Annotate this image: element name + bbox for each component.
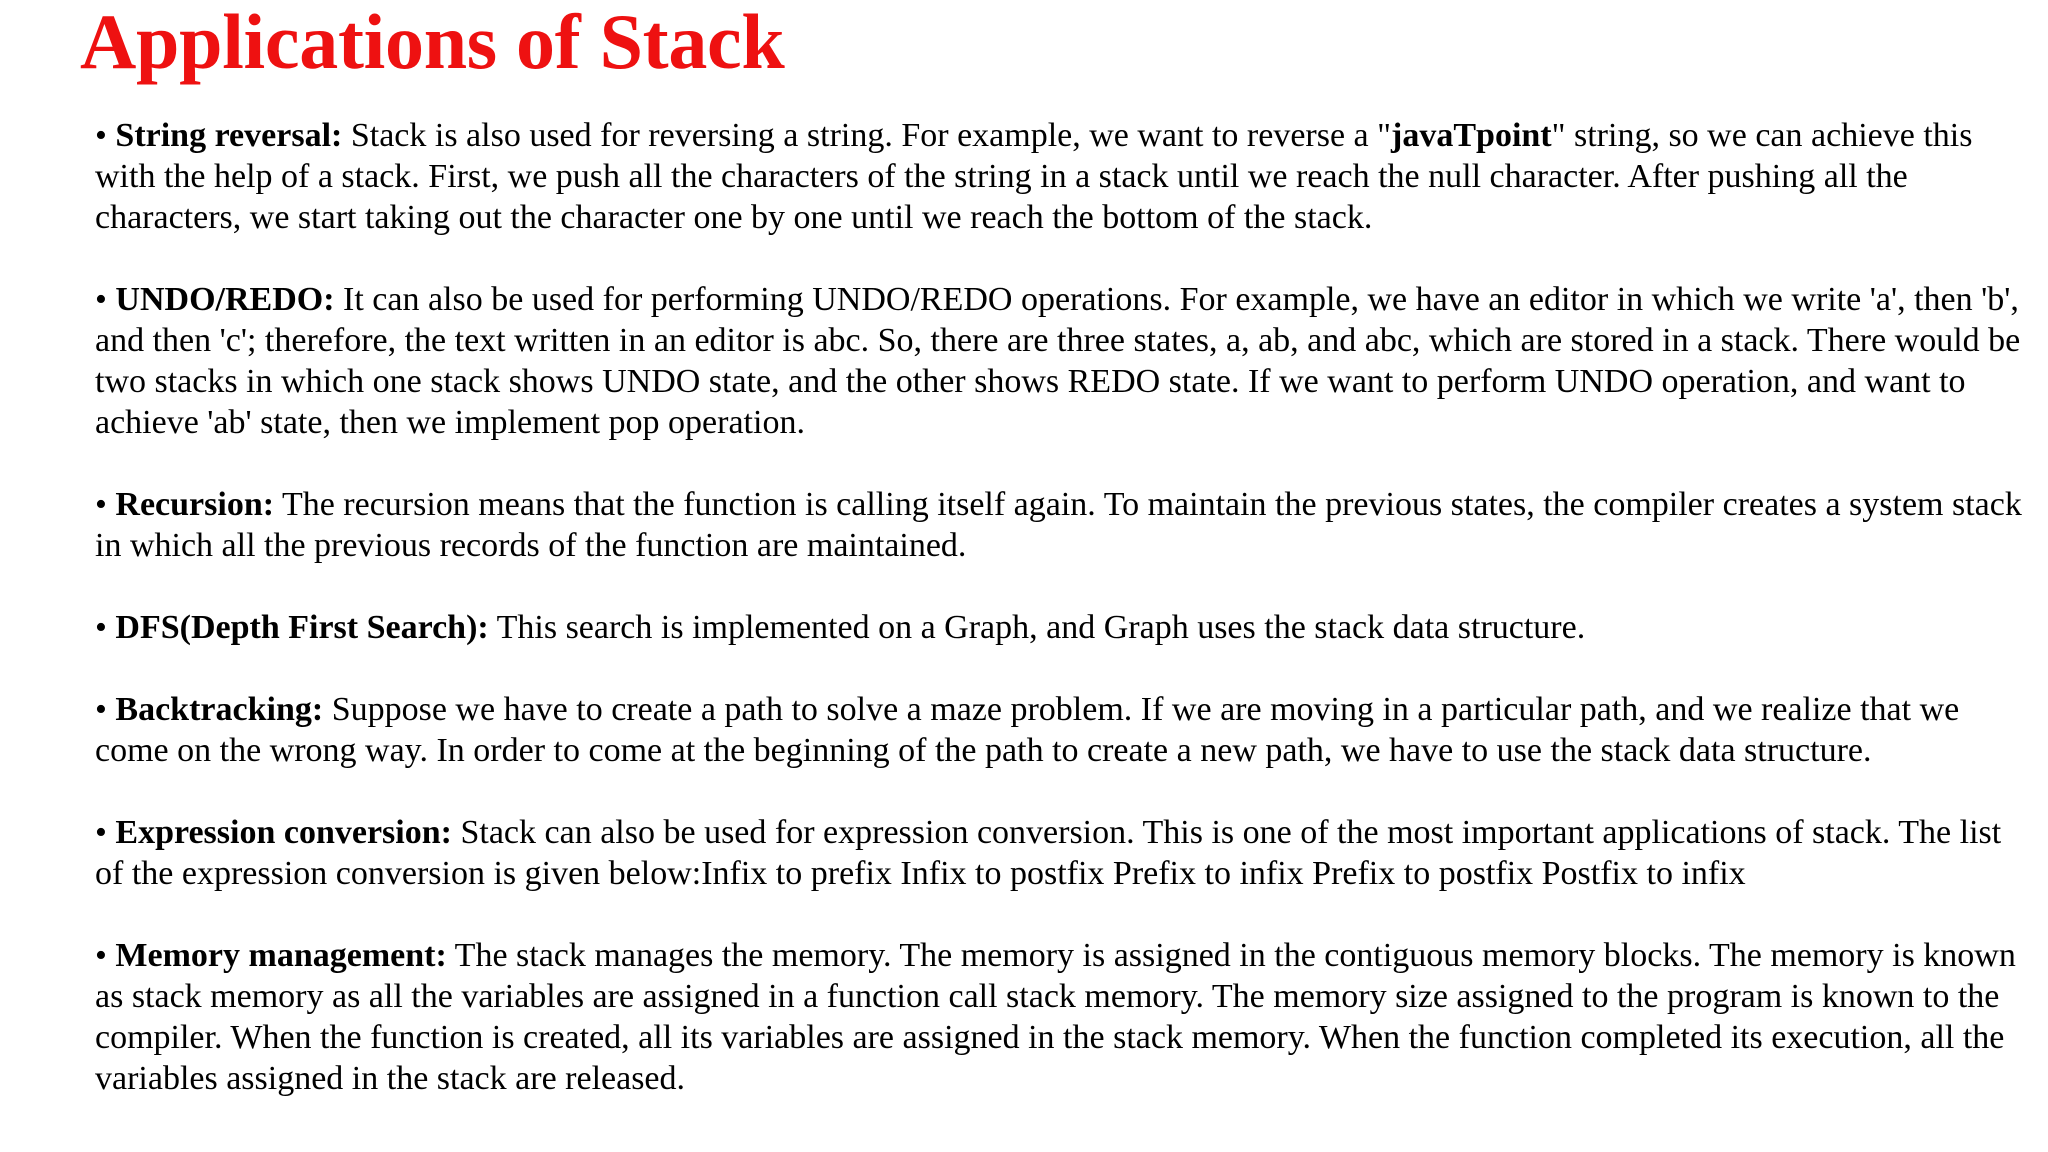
bullet-marker: • [95, 609, 107, 646]
bullet-item-recursion [95, 484, 2030, 566]
bullet-list [95, 115, 2030, 1140]
bullet-term: String reversal: [115, 117, 343, 154]
bullet-text: " string, so we can achieve this with the help of a stack. First, we push all the characters of the string in a stack until we reach the null character. After pushing all the characters, we start taking out the character one by one until we reach the bottom of the stack. [95, 117, 1973, 236]
bullet-marker: • [95, 117, 107, 154]
bullet-item-dfs [95, 607, 2030, 648]
bullet-marker: • [95, 691, 107, 728]
bullet-text: It can also be used for performing UNDO/REDO operations. For example, we have an editor in which we write 'a', then 'b', and then 'c'; therefore, the text written in an editor is abc. So, there are three states, a, ab, and abc, which are stored in a stack. There would be two stacks in which one stack shows UNDO state, and the other shows REDO state. If we want to perform UNDO operation, and want to achieve 'ab' state, then we implement pop operation. [95, 281, 2021, 441]
bullet-text: The stack manages the memory. The memory is assigned in the contiguous memory blocks. The memory is known as stack memory as all the variables are assigned in a function call stack memory. The memory size assigned to the program is known to the compiler. When the function is created, all its variables are assigned in the stack memory. When the function completed its execution, all the variables assigned in the stack are released. [95, 937, 2016, 1097]
bullet-item-expression-conversion [95, 812, 2030, 894]
bullet-text: Stack can also be used for expression conversion. This is one of the most important applications of stack. The list of the expression conversion is given below:Infix to prefix Infix to postfix Prefix to infix Prefix to postfix Postfix to infix [95, 814, 2002, 892]
bullet-item-memory-management [95, 935, 2030, 1099]
bullet-text: This search is implemented on a Graph, and Graph uses the stack data structure. [488, 609, 1586, 646]
bullet-text: Suppose we have to create a path to solve a maze problem. If we are moving in a particular path, and we realize that we come on the wrong way. In order to come at the beginning of the path to create a new path, we have to use the stack data structure. [95, 691, 1960, 769]
bullet-marker: • [95, 281, 107, 318]
slide-title: Applications of Stack [80, 0, 785, 85]
bullet-marker: • [95, 937, 107, 974]
bullet-term: DFS(Depth First Search): [115, 609, 489, 646]
bullet-item-string-reversal [95, 115, 2030, 238]
bullet-item-backtracking [95, 689, 2030, 771]
bullet-term: Recursion: [115, 486, 275, 523]
bullet-marker: • [95, 486, 107, 523]
bullet-text: Stack is also used for reversing a string. For example, we want to reverse a " [342, 117, 1392, 154]
bullet-emphasis: javaTpoint [1391, 117, 1552, 154]
bullet-term: Memory management: [115, 937, 447, 974]
bullet-term: UNDO/REDO: [115, 281, 335, 318]
bullet-term: Expression conversion: [115, 814, 452, 851]
bullet-term: Backtracking: [115, 691, 324, 728]
bullet-item-undo-redo [95, 279, 2030, 443]
bullet-text: The recursion means that the function is calling itself again. To maintain the previous states, the compiler creates a system stack in which all the previous records of the function are maintained. [95, 486, 2022, 564]
bullet-marker: • [95, 814, 107, 851]
